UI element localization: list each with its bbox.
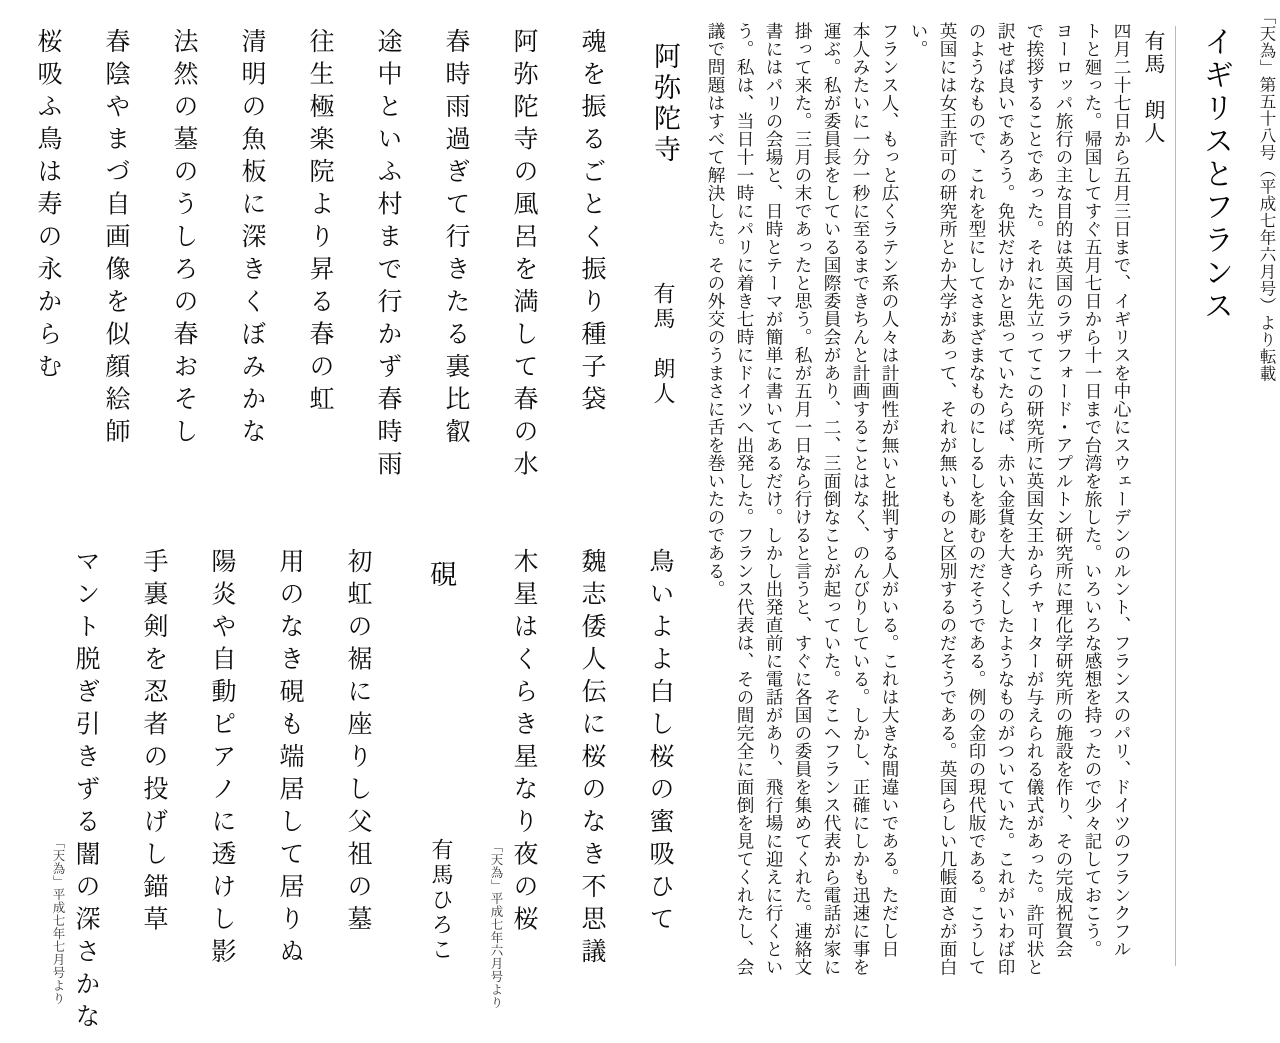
haiku-line: 春時雨過ぎて行きたる裏比叡	[442, 28, 469, 451]
haiku-line: 魏志倭人伝に桜のなき不思議	[578, 548, 605, 971]
article-column: 掛って来た。三月の末であったと思う。私が五月一日なら行けると言うと、すぐに各国の委員を集めてくれた。連絡文	[793, 22, 813, 976]
haiku-line: 用のなき硯も端居して居りぬ	[276, 548, 303, 971]
haiku-set-heading: 硯	[426, 560, 456, 591]
haiku-line: 初虹の裾に座りし父祖の墓	[344, 548, 371, 938]
haiku-set-author: 有馬 朗人	[651, 282, 676, 407]
haiku-line: 陽炎や自動ピアノに透けし影	[208, 548, 235, 971]
article-source-note: 「天為」第五十八号（平成七年六月号）より転載	[1257, 8, 1276, 382]
article-column: 英国には女王許可の研究所とか大学があって、それが無いものと区別するのだそうである。英国らしい几帳面さが面白	[938, 22, 958, 976]
haiku-line: 途中といふ村まで行かず春時雨	[374, 28, 401, 483]
vertical-divider-rule	[1175, 26, 1176, 966]
article-column: ヨーロッパ旅行の主な目的は英国のラザフォード・アプルトン研究所に理化学研究所の施設を作り、その完成祝賀会	[1054, 22, 1074, 958]
haiku-line: 往生極楽院より昇る春の虹	[306, 28, 333, 418]
article-column: トと廻った。帰国してすぐ五月七日から十一日まで台湾を旅した。いろいろな感想を持ったので少々記しておこう。	[1083, 22, 1103, 958]
haiku-line: 清明の魚板に深きくぼみかな	[238, 28, 265, 451]
haiku-set-author: 有馬ひろこ	[429, 838, 454, 963]
article-column: 四月二十七日から五月三日まで、イギリスを中心にスウェーデンのルント、フランスのパリ、ドイツのフランクフル	[1112, 22, 1132, 958]
article-author: 有馬 朗人	[1142, 30, 1166, 145]
article-column: 本人みたいに一分一秒に至るまできちんと計画することはなく、のんびりしている。しかし、正確にしかも迅速に事を	[851, 22, 871, 976]
article-column: フランス人、もっと広くラテン系の人々は計画性が無いと批判する人がいる。これは大きな間違いである。ただし日	[880, 22, 900, 958]
article-column: 運ぶ。私が委員長をしている国際委員会があり、二、三面倒なことが起っていた。そこへフランス代表から電話が家に	[822, 22, 842, 976]
haiku-set-source: 「天為」平成七年七月号より	[51, 836, 65, 1005]
haiku-line: 魂を振るごとく振り種子袋	[578, 28, 605, 418]
haiku-line: 鳥いよよ白し桜の蜜吸ひて	[646, 548, 673, 938]
article-column: で挨拶することであった。それに先立ってこの研究所に英国女王からチャーターが与えられる儀式があった。許可状と	[1025, 22, 1045, 976]
article-column: のようなもので、これを型にしてさまざまなものにしるしを彫むのだそうである。例の金印の現代版である。こうして	[967, 22, 987, 976]
haiku-line: 木星はくらき星なり夜の桜	[510, 548, 537, 938]
article-column: う。私は、当日十一時にパリに着き七時にドイツへ出発した。フランス代表は、その間完全に面倒を見てくれたし、会	[735, 22, 755, 976]
page-title: イギリスとフランス	[1199, 26, 1232, 323]
haiku-set-source: 「天為」平成七年六月号より	[489, 840, 503, 1009]
article-column: 書にはパリの会場と、日時とテーマが簡単に書いてあるだけ。しかし出発直前に電話があり、飛行場に迎えに行くとい	[764, 22, 784, 976]
article-column: 議で問題はすべて解決した。その外交のうまさに舌を巻いたのである。	[706, 22, 726, 598]
article-column: 訳せば良いであろう。免状だけかと思っていたらば、赤い金貨を大きくしたようなものがついていた。これがいわば印	[996, 22, 1016, 976]
article-body	[700, 22, 1130, 1022]
haiku-line: 手裏剣を忍者の投げし錨草	[140, 548, 167, 938]
haiku-line: 春陰やまづ自画像を似顔絵師	[102, 28, 129, 451]
haiku-line: 阿弥陀寺の風呂を満して春の水	[510, 28, 537, 483]
haiku-line: マント脱ぎ引きずる闇の深さかな	[72, 548, 99, 1036]
haiku-set-heading: 阿弥陀寺	[650, 42, 680, 166]
haiku-line: 法然の墓のうしろの春おそし	[170, 28, 197, 451]
article-section	[680, 0, 1280, 1043]
haiku-line: 桜吸ふ鳥は寿の永からむ	[34, 28, 61, 386]
article-column: い。	[909, 22, 929, 58]
